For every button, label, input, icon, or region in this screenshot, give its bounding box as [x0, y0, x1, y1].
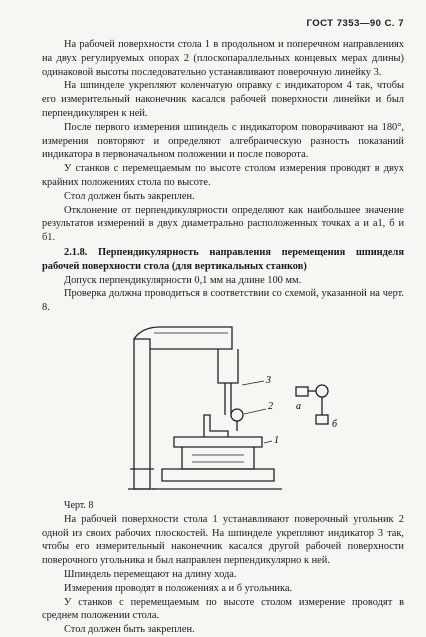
section-heading: 2.1.8. Перпендикулярность направления перемещения шпинделя рабочей поверхности стола (для вертикальных станков) [42, 246, 404, 272]
paragraph: Измерения проводят в положениях a и б угольника. [64, 582, 293, 594]
paragraph: У станков с перемещаемым по высоте столом измерение проводят в среднем положении стола. [42, 596, 404, 622]
page-header: ГОСТ 7353—90 С. 7 [306, 18, 404, 29]
paragraph: Стол должен быть закреплен. [64, 190, 195, 202]
paragraph: Допуск перпендикулярности 0,1 мм на длине 100 мм. [64, 274, 302, 286]
figure-label: a [296, 400, 301, 412]
document-body [42, 38, 404, 637]
paragraph: После первого измерения шпиндель с индикатором поворачивают на 180°, измерения повторяют и определяют алгебраическую разность показаний индикатора в первоначальном положении и после поворота. [42, 121, 404, 161]
paragraph: На шпинделе укрепляют коленчатую оправку с индикатором 4 так, чтобы его измерительный наконечник касался рабочей поверхности линейки и был перпендикулярен к ней. [42, 80, 404, 119]
figure-label: 2 [268, 400, 273, 412]
paragraph: Шпиндель перемещают на длину хода. [64, 568, 237, 580]
paragraph: Отклонение от перпендикулярности определяют как наибольшее значение результатов измерений в двух диаметрально расположенных точках a и a1, б и б1. [42, 204, 404, 244]
paragraph: Стол должен быть закреплен. [64, 624, 195, 636]
paragraph: Проверка должна проводиться в соответствии со схемой, указанной на черт. 8. [42, 288, 404, 314]
figure-label: 3 [266, 374, 271, 386]
paragraph: У станков с перемещаемым по высоте столом измерения проводят в двух крайних положениях стола по высоте. [42, 163, 404, 188]
figure-label: 1 [274, 434, 279, 446]
figure-caption: Черт. 8 [64, 499, 94, 511]
figure-8 [42, 319, 404, 499]
paragraph: На рабочей поверхности стола 1 в продольном и поперечном направлениях на двух регулируемых опорах 2 (плоскопараллельных концевых мерах длины) одинаковой высоты последовательно устанавливают поверочную линейку 3. [42, 39, 404, 78]
paragraph: На рабочей поверхности стола 1 устанавливают поверочный угольник 2 одной из своих рабочих плоскостей. На шпинделе укрепляют индикатор 3 так, чтобы его измерительный наконечник касался другой рабочей поверхности поверочного угольника и был направлен перпендикулярно к ней. [42, 513, 404, 567]
machine-schematic [42, 319, 404, 499]
figure-label: б [332, 418, 338, 430]
